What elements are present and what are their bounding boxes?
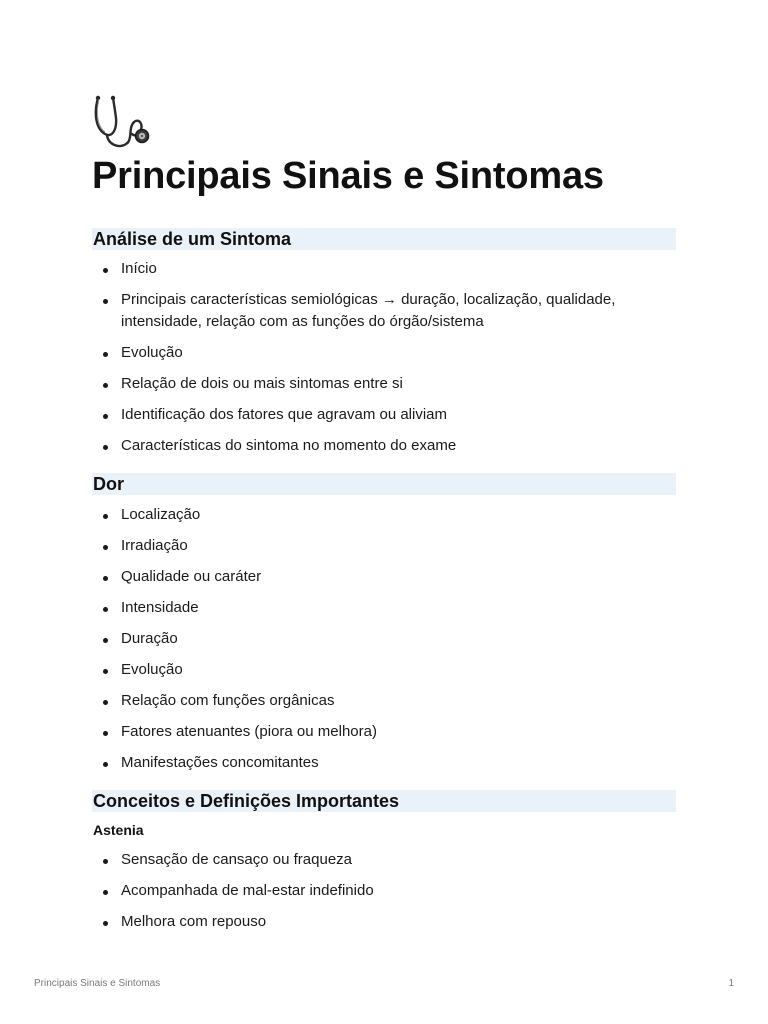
section-list-dor (92, 504, 676, 783)
list-item: Fatores atenuantes (piora ou melhora) (92, 721, 676, 743)
section-list-analise (92, 258, 676, 466)
list-item: Características do sintoma no momento do exame (92, 435, 676, 457)
list-item: Duração (92, 628, 676, 650)
list-item: Melhora com repouso (92, 911, 676, 933)
section-list-astenia (92, 849, 676, 942)
list-item: Acompanhada de mal-estar indefinido (92, 880, 676, 902)
list-item: Evolução (92, 342, 676, 364)
list-item: Identificação dos fatores que agravam ou aliviam (92, 404, 676, 426)
footer-title: Principais Sinais e Sintomas (34, 978, 161, 989)
section-heading-dor: Dor (92, 473, 676, 495)
stethoscope-icon (92, 94, 154, 150)
section-heading-analise: Análise de um Sintoma (92, 228, 676, 250)
list-item: Manifestações concomitantes (92, 752, 676, 774)
list-item: Evolução (92, 659, 676, 681)
list-item: Localização (92, 504, 676, 526)
list-item: Relação com funções orgânicas (92, 690, 676, 712)
list-item: Início (92, 258, 676, 280)
list-item: Sensação de cansaço ou fraqueza (92, 849, 676, 871)
section-heading-conceitos: Conceitos e Definições Importantes (92, 790, 676, 812)
list-item: Irradiação (92, 535, 676, 557)
list-item: Principais características semiológicas → duração, localização, qualidade, intensidade, relação com as funções do órgão/sistema (92, 289, 676, 333)
list-item: Intensidade (92, 597, 676, 619)
list-item: Qualidade ou caráter (92, 566, 676, 588)
list-item: Relação de dois ou mais sintomas entre si (92, 373, 676, 395)
footer-page-number: 1 (728, 978, 734, 989)
page-title: Principais Sinais e Sintomas (92, 155, 604, 197)
subheading-astenia: Astenia (93, 822, 144, 838)
